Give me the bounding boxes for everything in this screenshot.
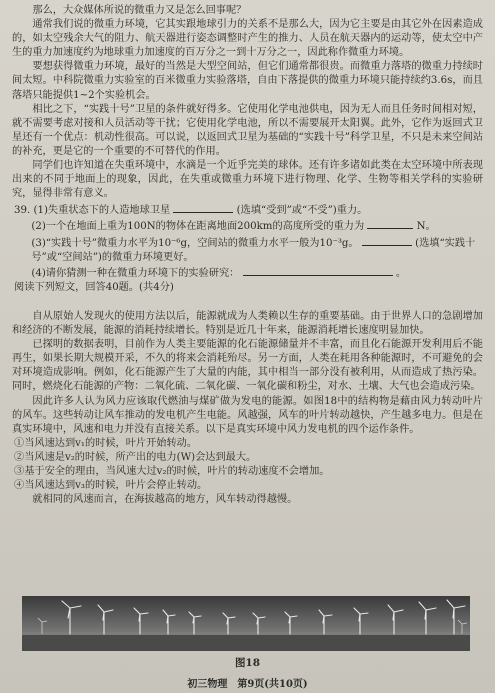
question-39-part-3: [12, 235, 483, 265]
paragraph: 因此许多人认为风力应该取代燃油与煤矿做为发电的能源。如图18中的结构物是藉由风力转动叶片的风车。这些转动让风车推动的发电机产生电能。风越强，风车的叶片转动越快，产生越多电力。但是在真实环境中，风速和电力并没有直接关系。以下是真实环境中风力发电机的四个运作条件。: [12, 395, 483, 435]
condition-item: ①当风速达到v₁的时候，叶片开始转动。: [14, 437, 198, 449]
question-text: (1)失重状态下的人造地球卫星: [33, 205, 171, 217]
answer-blank[interactable]: [173, 202, 233, 213]
page-footer: 初三物理 第9页(共10页): [187, 679, 308, 690]
paragraph: 就相同的风速而言，在海拔越高的地方，风车转动得越慢。: [32, 494, 298, 506]
reading-instruction: 阅读下列短文，回答40题。(共4分): [14, 281, 174, 293]
wind-turbine-photo: [22, 596, 470, 651]
paragraph: 自从原始人发现火的使用方法以后，能源就成为人类赖以生存的重要基础。由于世界人口的急剧增加和经济的不断发展，能源的消耗持续增长。特别是近几十年来，能源消耗增长速度明显加快。: [12, 311, 483, 337]
figure-caption: 图18: [234, 657, 261, 669]
question-39: [12, 202, 483, 295]
question-number: 39.: [14, 205, 31, 217]
wind-turbine-illustration: [22, 596, 470, 651]
question-text: (4)请你猜测一种在微重力环境下的实验研究：: [31, 267, 240, 279]
question-text: (2)一个在地面上重为100N的物体在距离地面200km的高度所受的重力为: [31, 221, 365, 233]
condition-item: ③基于安全的理由，当风速大过v₂的时候，叶片的转动速度不会增加。: [14, 466, 330, 478]
paragraph: 相比之下，“实践十号”卫星的条件就好得多。它使用化学电池供电，因为无人而且任务时间相对短，就不需要考虑对接和人员活动等干扰；它使用化学电池，所以不需要展开太阳翼。此外，它作为返回式卫星还有一个优点：机动性很高。可以说，以返回式卫星为基础的“实践十号”科学卫星，不只是未来空间站的补充，更是它的一个重要的不可替代的作用。: [12, 103, 483, 157]
question-text: N。: [416, 221, 436, 233]
question-39-part-1: [12, 202, 483, 218]
paragraph: 那么，大众媒体所说的微重力又是怎么回事呢？: [32, 5, 247, 16]
answer-blank[interactable]: [362, 235, 412, 246]
question-39-part-4: [12, 265, 483, 281]
question-text: (3)“实践十号”微重力水平为10⁻⁶g，空间站的微重力水平一般为10⁻³g。: [31, 237, 359, 249]
question-text: 。: [395, 267, 407, 279]
passage-energy: [12, 310, 483, 507]
question-text: (选填“实践十号”或“空间站”)的微重力环境更好。: [31, 237, 476, 263]
question-text: (选填“受到”或“不受”)重力。: [236, 205, 368, 217]
paragraph: 已探明的数据表明，目前作为人类主要能源的化石能源储量并不丰富，而且化石能源开发利用后不能再生，如果长期大规模开采，不久的将来会消耗殆尽。另一方面，人类在耗用各种能源时，不可避免的会对环境造成影响。例如，化石能源产生了大量的内能，其中相当一部分没有被利用，从而造成了热污染。同时，燃烧化石能源的产物：二氧化硫、二氧化碳、一氧化碳和粉尘，对水、土壤、大气也会造成污染。: [12, 339, 483, 393]
paragraph: 通常我们说的微重力环境，它其实跟地球引力的关系不是那么大，因为它主要是由其它外在因素造成的，如太空残余大气的阻力、航天器进行姿态调整时产生的推力、人员在航天器内的运动等，使太空中产生的重力加速度约为地球重力加速度的百万分之一到十万分之一，因此称作微重力环境。: [12, 19, 483, 59]
condition-item: ④当风速达到v₃的时候，叶片会停止转动。: [14, 480, 208, 492]
answer-blank[interactable]: [367, 218, 413, 229]
condition-item: ②当风速是v₂的时候，所产出的电力(W)会达到最大。: [14, 451, 257, 463]
paragraph: 要想获得微重力环境，最好的当然是大型空间站，但它们通常都很贵。而微重力落塔的微重力持续时间太短。中科院微重力实验室的百米微重力实验落塔，自由下落提供的微重力环境只能持续约3.6s，而且落塔只能提供1~2个实验机会。: [12, 61, 483, 101]
passage-microgravity: [12, 4, 483, 295]
paragraph: 同学们也许知道在失重环境中，水滴是一个近乎完美的球体。还有许多诸如此类在太空环境中所表现出来的不同于地面上的现象，因此，在失重或微重力环境下进行物理、化学、生物等相关学科的实验研究，显得非常有意义。: [12, 160, 483, 200]
question-39-part-2: [12, 218, 483, 234]
answer-blank[interactable]: [243, 265, 393, 276]
